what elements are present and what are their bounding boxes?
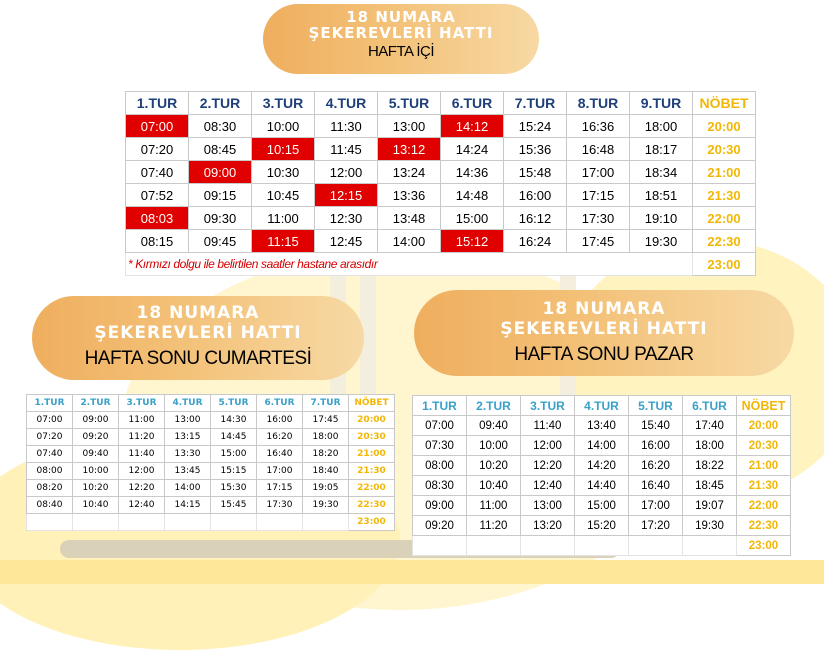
weekday-title-banner (263, 4, 539, 74)
time-cell: 10:30 (252, 161, 315, 184)
time-cell: 19:30 (630, 230, 693, 253)
table-row (413, 536, 791, 556)
nobet-cell: 22:30 (693, 230, 756, 253)
nobet-cell: 22:00 (693, 207, 756, 230)
time-cell: 13:30 (165, 446, 211, 463)
column-header: 9.TUR (630, 92, 693, 115)
time-cell: 08:30 (413, 476, 467, 496)
table-row (413, 496, 791, 516)
time-cell: 14:00 (378, 230, 441, 253)
time-cell: 17:00 (257, 463, 303, 480)
nobet-cell: 22:30 (737, 516, 791, 536)
time-cell: 13:24 (378, 161, 441, 184)
time-cell: 11:30 (315, 115, 378, 138)
time-cell: 13:00 (165, 412, 211, 429)
time-cell: 07:20 (27, 429, 73, 446)
time-cell: 15:30 (211, 480, 257, 497)
table-row (126, 207, 756, 230)
table-row (27, 412, 395, 429)
empty-cell (629, 536, 683, 556)
time-cell: 15:24 (504, 115, 567, 138)
time-cell: 10:00 (252, 115, 315, 138)
empty-cell (119, 514, 165, 531)
nobet-cell: 23:00 (693, 253, 756, 276)
empty-cell (467, 536, 521, 556)
empty-cell (257, 514, 303, 531)
column-header: 4.TUR (165, 395, 211, 412)
time-cell: 16:40 (257, 446, 303, 463)
table-row (27, 429, 395, 446)
time-cell: 08:15 (126, 230, 189, 253)
time-cell: 08:00 (27, 463, 73, 480)
empty-cell (683, 536, 737, 556)
nobet-cell: 20:00 (693, 115, 756, 138)
time-cell: 15:00 (441, 207, 504, 230)
weekday-schedule-table (125, 91, 756, 276)
column-header: 5.TUR (629, 396, 683, 416)
time-cell: 10:40 (467, 476, 521, 496)
time-cell: 12:00 (315, 161, 378, 184)
table-row (27, 514, 395, 531)
time-cell: 18:45 (683, 476, 737, 496)
empty-cell (521, 536, 575, 556)
time-cell: 11:45 (315, 138, 378, 161)
time-cell: 10:00 (73, 463, 119, 480)
time-cell: 08:03 (126, 207, 189, 230)
table-row (27, 446, 395, 463)
table-row (413, 416, 791, 436)
table-row (126, 115, 756, 138)
time-cell: 14:45 (211, 429, 257, 446)
time-cell: 09:45 (189, 230, 252, 253)
time-cell: 14:00 (165, 480, 211, 497)
time-cell: 13:00 (521, 496, 575, 516)
table-header-row (27, 395, 395, 412)
time-cell: 07:00 (27, 412, 73, 429)
time-cell: 17:15 (567, 184, 630, 207)
sunday-route-name: ŞEKEREVLERİ HATTI (500, 319, 708, 339)
table-header-row (413, 396, 791, 416)
column-header: 6.TUR (257, 395, 303, 412)
time-cell: 10:20 (73, 480, 119, 497)
time-cell: 07:40 (126, 161, 189, 184)
column-header: 7.TUR (303, 395, 349, 412)
table-row (413, 456, 791, 476)
time-cell: 17:30 (257, 497, 303, 514)
time-cell: 15:20 (575, 516, 629, 536)
time-cell: 13:20 (521, 516, 575, 536)
time-cell: 10:00 (467, 436, 521, 456)
time-cell: 19:05 (303, 480, 349, 497)
table-row (126, 230, 756, 253)
column-header: 2.TUR (73, 395, 119, 412)
time-cell: 18:40 (303, 463, 349, 480)
weekday-route-number: 18 NUMARA (346, 8, 456, 26)
table-row (126, 138, 756, 161)
time-cell: 13:45 (165, 463, 211, 480)
time-cell: 09:30 (189, 207, 252, 230)
time-cell: 17:15 (257, 480, 303, 497)
time-cell: 12:30 (315, 207, 378, 230)
time-cell: 13:36 (378, 184, 441, 207)
background-band (0, 560, 824, 584)
time-cell: 14:12 (441, 115, 504, 138)
time-cell: 16:24 (504, 230, 567, 253)
time-cell: 15:00 (211, 446, 257, 463)
saturday-title-banner (32, 296, 364, 380)
time-cell: 12:40 (521, 476, 575, 496)
time-cell: 11:00 (467, 496, 521, 516)
time-cell: 14:24 (441, 138, 504, 161)
time-cell: 19:30 (683, 516, 737, 536)
column-header: 3.TUR (521, 396, 575, 416)
table-header-row (126, 92, 756, 115)
sunday-subtitle: HAFTA SONU PAZAR (514, 344, 694, 365)
table-row (126, 253, 756, 276)
time-cell: 10:45 (252, 184, 315, 207)
time-cell: 07:20 (126, 138, 189, 161)
empty-cell (27, 514, 73, 531)
time-cell: 13:12 (378, 138, 441, 161)
time-cell: 16:40 (629, 476, 683, 496)
time-cell: 14:48 (441, 184, 504, 207)
sunday-schedule-table (412, 395, 791, 556)
weekday-subtitle: HAFTA İÇİ (367, 43, 435, 60)
time-cell: 12:40 (119, 497, 165, 514)
time-cell: 15:48 (504, 161, 567, 184)
column-header: 2.TUR (189, 92, 252, 115)
time-cell: 14:20 (575, 456, 629, 476)
time-cell: 16:00 (629, 436, 683, 456)
time-cell: 09:00 (189, 161, 252, 184)
column-header: 6.TUR (683, 396, 737, 416)
empty-cell (303, 514, 349, 531)
time-cell: 09:20 (73, 429, 119, 446)
time-cell: 13:40 (575, 416, 629, 436)
time-cell: 18:51 (630, 184, 693, 207)
table-row (126, 161, 756, 184)
time-cell: 16:12 (504, 207, 567, 230)
column-header: 4.TUR (315, 92, 378, 115)
time-cell: 08:40 (27, 497, 73, 514)
table-row (27, 497, 395, 514)
column-header: 1.TUR (413, 396, 467, 416)
time-cell: 07:00 (413, 416, 467, 436)
column-header: NÖBET (349, 395, 395, 412)
empty-cell (165, 514, 211, 531)
time-cell: 14:15 (165, 497, 211, 514)
time-cell: 15:15 (211, 463, 257, 480)
time-cell: 18:17 (630, 138, 693, 161)
empty-cell (211, 514, 257, 531)
sunday-route-number: 18 NUMARA (542, 299, 666, 319)
time-cell: 12:45 (315, 230, 378, 253)
column-header: 1.TUR (27, 395, 73, 412)
empty-cell (575, 536, 629, 556)
nobet-cell: 22:00 (349, 480, 395, 497)
time-cell: 17:00 (629, 496, 683, 516)
time-cell: 18:00 (683, 436, 737, 456)
table-row (126, 184, 756, 207)
time-cell: 11:00 (252, 207, 315, 230)
time-cell: 18:00 (303, 429, 349, 446)
time-cell: 12:00 (119, 463, 165, 480)
hastane-note: * Kırmızı dolgu ile belirtilen saatler hastane arasıdır (126, 253, 693, 276)
nobet-cell: 23:00 (349, 514, 395, 531)
time-cell: 17:30 (567, 207, 630, 230)
column-header: 7.TUR (504, 92, 567, 115)
table-row (413, 476, 791, 496)
time-cell: 12:20 (521, 456, 575, 476)
time-cell: 15:12 (441, 230, 504, 253)
time-cell: 08:45 (189, 138, 252, 161)
column-header: 3.TUR (252, 92, 315, 115)
time-cell: 12:20 (119, 480, 165, 497)
nobet-cell: 22:00 (737, 496, 791, 516)
column-header: 1.TUR (126, 92, 189, 115)
table-row (27, 480, 395, 497)
table-row (27, 463, 395, 480)
time-cell: 17:45 (303, 412, 349, 429)
time-cell: 11:40 (521, 416, 575, 436)
saturday-route-number: 18 NUMARA (136, 303, 260, 323)
time-cell: 15:00 (575, 496, 629, 516)
time-cell: 11:40 (119, 446, 165, 463)
time-cell: 14:30 (211, 412, 257, 429)
time-cell: 18:00 (630, 115, 693, 138)
nobet-cell: 20:00 (737, 416, 791, 436)
nobet-cell: 20:00 (349, 412, 395, 429)
time-cell: 17:40 (683, 416, 737, 436)
time-cell: 07:30 (413, 436, 467, 456)
saturday-route-name: ŞEKEREVLERİ HATTI (94, 323, 302, 343)
time-cell: 17:20 (629, 516, 683, 536)
empty-cell (413, 536, 467, 556)
time-cell: 07:40 (27, 446, 73, 463)
time-cell: 14:36 (441, 161, 504, 184)
time-cell: 18:34 (630, 161, 693, 184)
column-header: 6.TUR (441, 92, 504, 115)
nobet-cell: 20:30 (737, 436, 791, 456)
empty-cell (73, 514, 119, 531)
time-cell: 19:30 (303, 497, 349, 514)
time-cell: 09:20 (413, 516, 467, 536)
table-row (413, 436, 791, 456)
time-cell: 19:07 (683, 496, 737, 516)
column-header: NÖBET (737, 396, 791, 416)
time-cell: 16:20 (629, 456, 683, 476)
time-cell: 17:45 (567, 230, 630, 253)
time-cell: 12:15 (315, 184, 378, 207)
nobet-cell: 21:30 (349, 463, 395, 480)
time-cell: 18:20 (303, 446, 349, 463)
time-cell: 09:15 (189, 184, 252, 207)
nobet-cell: 22:30 (349, 497, 395, 514)
column-header: NÖBET (693, 92, 756, 115)
time-cell: 13:00 (378, 115, 441, 138)
nobet-cell: 21:00 (693, 161, 756, 184)
nobet-cell: 23:00 (737, 536, 791, 556)
nobet-cell: 20:30 (693, 138, 756, 161)
time-cell: 18:22 (683, 456, 737, 476)
time-cell: 12:00 (521, 436, 575, 456)
time-cell: 16:20 (257, 429, 303, 446)
time-cell: 17:00 (567, 161, 630, 184)
column-header: 5.TUR (211, 395, 257, 412)
time-cell: 15:40 (629, 416, 683, 436)
column-header: 4.TUR (575, 396, 629, 416)
time-cell: 10:15 (252, 138, 315, 161)
time-cell: 11:15 (252, 230, 315, 253)
nobet-cell: 20:30 (349, 429, 395, 446)
time-cell: 08:00 (413, 456, 467, 476)
time-cell: 08:20 (27, 480, 73, 497)
column-header: 3.TUR (119, 395, 165, 412)
time-cell: 09:00 (73, 412, 119, 429)
time-cell: 13:48 (378, 207, 441, 230)
time-cell: 14:40 (575, 476, 629, 496)
time-cell: 09:40 (73, 446, 119, 463)
time-cell: 13:15 (165, 429, 211, 446)
nobet-cell: 21:00 (349, 446, 395, 463)
column-header: 2.TUR (467, 396, 521, 416)
time-cell: 11:20 (467, 516, 521, 536)
time-cell: 14:00 (575, 436, 629, 456)
sunday-title-banner (414, 290, 794, 376)
time-cell: 15:36 (504, 138, 567, 161)
time-cell: 07:00 (126, 115, 189, 138)
time-cell: 09:40 (467, 416, 521, 436)
table-row (413, 516, 791, 536)
time-cell: 15:45 (211, 497, 257, 514)
time-cell: 09:00 (413, 496, 467, 516)
nobet-cell: 21:30 (693, 184, 756, 207)
column-header: 5.TUR (378, 92, 441, 115)
saturday-subtitle: HAFTA SONU CUMARTESİ (84, 348, 312, 369)
column-header: 8.TUR (567, 92, 630, 115)
time-cell: 16:00 (504, 184, 567, 207)
time-cell: 19:10 (630, 207, 693, 230)
time-cell: 11:00 (119, 412, 165, 429)
nobet-cell: 21:30 (737, 476, 791, 496)
time-cell: 16:00 (257, 412, 303, 429)
time-cell: 11:20 (119, 429, 165, 446)
time-cell: 10:20 (467, 456, 521, 476)
time-cell: 16:48 (567, 138, 630, 161)
saturday-schedule-table (26, 394, 395, 531)
weekday-route-name: ŞEKEREVLERİ HATTI (308, 24, 494, 42)
time-cell: 16:36 (567, 115, 630, 138)
time-cell: 08:30 (189, 115, 252, 138)
time-cell: 10:40 (73, 497, 119, 514)
nobet-cell: 21:00 (737, 456, 791, 476)
time-cell: 07:52 (126, 184, 189, 207)
